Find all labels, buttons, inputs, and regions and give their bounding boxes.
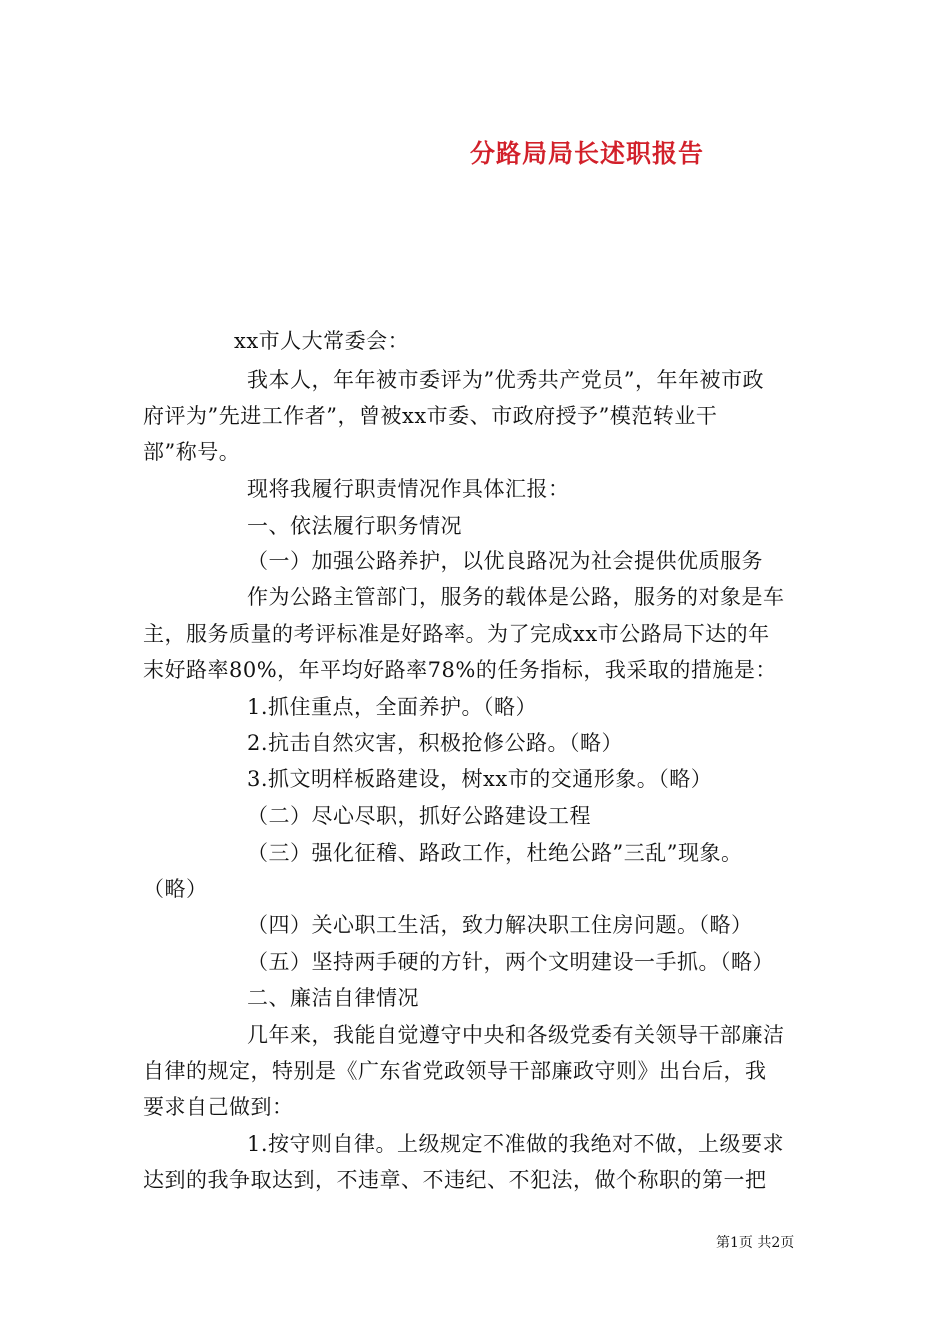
paragraph-line: 几年来，我能自觉遵守中央和各级党委有关领导干部廉洁: [247, 1023, 785, 1047]
list-item: 3.抓文明样板路建设，树xx市的交通形象。（略）: [247, 767, 713, 791]
paragraph-line: 府评为”先进工作者”，曾被xx市委、市政府授予”模范转业干: [143, 404, 718, 428]
paragraph-line: 主，服务质量的考评标准是好路率。为了完成xx市公路局下达的年: [143, 622, 770, 646]
page-footer: 第1页 共2页: [716, 1235, 795, 1251]
paragraph-line: （略）: [143, 877, 208, 901]
subsection-heading: （三）强化征稽、路政工作，杜绝公路”三乱”现象。: [247, 841, 743, 865]
list-item: 2.抗击自然灾害，积极抢修公路。（略）: [247, 731, 624, 755]
list-item: 1.按守则自律。上级规定不准做的我绝对不做，上级要求: [247, 1132, 785, 1156]
paragraph-line: 我本人，年年被市委评为”优秀共产党员”，年年被市政: [247, 368, 764, 392]
paragraph-line: 达到的我争取达到，不违章、不违纪、不犯法，做个称职的第一把: [143, 1168, 767, 1192]
document-title: 分路局局长述职报告: [470, 139, 705, 168]
subsection-heading: （一）加强公路养护，以优良路况为社会提供优质服务: [247, 549, 763, 573]
subsection-heading: （二）尽心尽职，抓好公路建设工程: [247, 804, 591, 828]
section-heading: 二、廉洁自律情况: [247, 986, 419, 1010]
salutation: xx市人大常委会：: [234, 329, 410, 353]
paragraph-line: 要求自己做到：: [143, 1095, 294, 1119]
paragraph-line: 作为公路主管部门，服务的载体是公路，服务的对象是车: [247, 585, 785, 609]
subsection-heading: （五）坚持两手硬的方针，两个文明建设一手抓。（略）: [247, 950, 774, 974]
paragraph-line: 末好路率80%，年平均好路率78%的任务指标，我采取的措施是：: [143, 658, 777, 682]
paragraph-line: 现将我履行职责情况作具体汇报：: [247, 477, 570, 501]
paragraph-line: 部”称号。: [143, 440, 241, 464]
list-item: 1.抓住重点，全面养护。（略）: [247, 695, 538, 719]
subsection-heading: （四）关心职工生活，致力解决职工住房问题。（略）: [247, 913, 753, 937]
paragraph-line: 自律的规定，特别是《广东省党政领导干部廉政守则》出台后，我: [143, 1059, 767, 1083]
section-heading: 一、依法履行职务情况: [247, 514, 462, 538]
